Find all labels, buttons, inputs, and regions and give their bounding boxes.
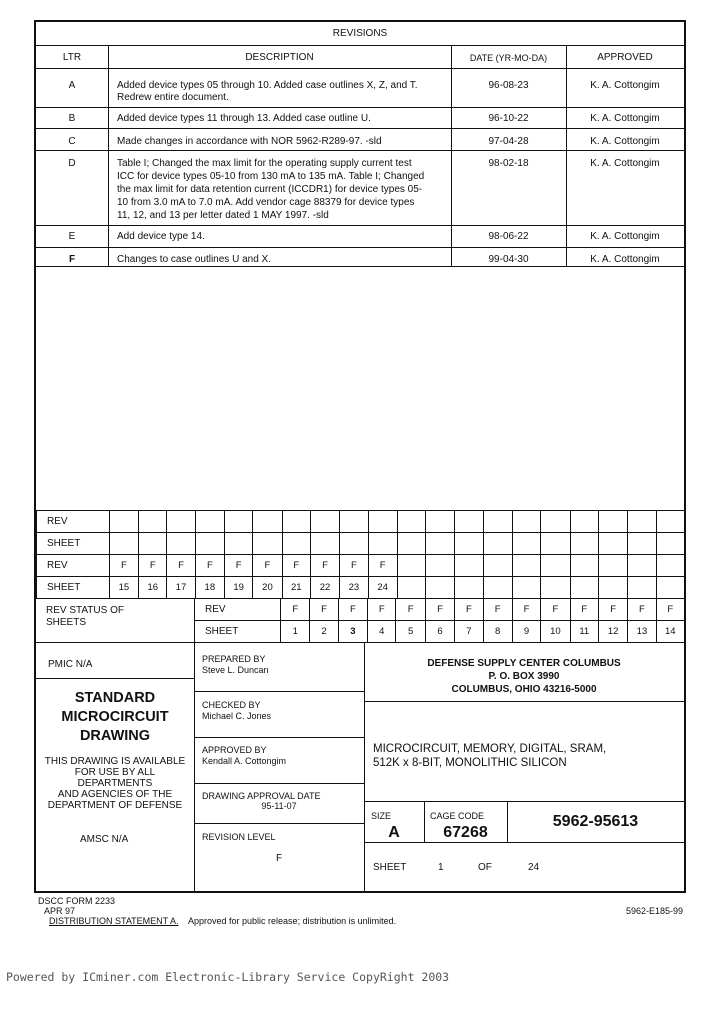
revision-ltr: C: [68, 136, 76, 147]
revision-description: Changes to case outlines U and X.: [117, 254, 271, 265]
rev-cell: F: [628, 599, 656, 621]
approved-by: Kendall A. Cottongim: [202, 756, 287, 766]
sheet-cell: 7: [455, 621, 483, 643]
revision-date: 99-04-30: [488, 254, 529, 265]
sheet-cell: 1: [281, 621, 310, 643]
header-ltr: LTR: [62, 52, 82, 63]
sheet-status-upper: [36, 510, 685, 599]
rev-cell: F: [368, 599, 396, 621]
revision-approved: K. A. Cottongim: [590, 231, 660, 242]
sheet-cell: 22: [310, 577, 339, 599]
cage-value: 67268: [443, 824, 488, 841]
rev-row-1: [37, 511, 685, 533]
sheet-row-3: [195, 621, 685, 643]
revision-ltr: A: [68, 80, 76, 91]
approved-label: APPROVED BY: [202, 745, 267, 755]
of-label: OF: [478, 862, 492, 873]
sheet-cell: 11: [570, 621, 598, 643]
sheet-cell: 20: [253, 577, 282, 599]
rev-label: REV: [195, 599, 281, 621]
rev-cell: F: [310, 555, 339, 577]
amsc-label: AMSC N/A: [80, 834, 129, 845]
size-label: SIZE: [371, 811, 392, 821]
revision-date: 96-10-22: [488, 113, 529, 124]
rev-cell: F: [167, 555, 195, 577]
revision-ltr: F: [68, 254, 76, 265]
header-description: DESCRIPTION: [245, 52, 314, 63]
of-value: 24: [528, 862, 540, 873]
drawing-number: 5962-95613: [552, 813, 639, 830]
revision-description-line: 11, 12, and 13 per letter dated 1 MAY 1997. -sld: [117, 210, 329, 221]
availability-line: THIS DRAWING IS AVAILABLE: [44, 756, 186, 767]
footer-watermark: Powered by ICminer.com Electronic-Library Service CopyRight 2003: [6, 970, 450, 984]
revision-description: Added device types 11 through 13. Added case outline U.: [117, 113, 371, 124]
availability-line: DEPARTMENT OF DEFENSE: [47, 800, 183, 811]
rev-cell: F: [338, 599, 367, 621]
microcircuit-title: MICROCIRCUIT: [61, 709, 169, 725]
sheet-cell: 18: [195, 577, 224, 599]
doc-code: 5962-E185-99: [626, 906, 684, 916]
sheet-cell: 3: [338, 621, 367, 643]
drawing-title: DRAWING: [79, 728, 151, 744]
revision-level-label: REVISION LEVEL: [202, 832, 276, 842]
revision-description-line: 10 from 3.0 mA to 7.0 mA. Add vendor cage 88379 for device types: [117, 197, 415, 208]
pmic-label: PMIC N/A: [48, 659, 93, 670]
revisions-title: REVISIONS: [332, 28, 388, 39]
rev-cell: F: [598, 599, 627, 621]
checked-by: Michael C. Jones: [202, 711, 272, 721]
sheet-cell: 4: [368, 621, 396, 643]
sheet-label: SHEET: [37, 577, 110, 599]
device-title-line: 512K x 8-BIT, MONOLITHIC SILICON: [373, 757, 567, 769]
approval-date-label: DRAWING APPROVAL DATE: [202, 791, 321, 801]
rev-row-2: [37, 555, 685, 577]
rev-label: REV: [37, 511, 110, 533]
rev-cell: F: [512, 599, 540, 621]
distribution-text: Approved for public release; distribution is unlimited.: [188, 916, 397, 926]
sheet-cell: 13: [628, 621, 656, 643]
agency-line: COLUMBUS, OHIO 43216-5000: [451, 684, 597, 695]
sheet-cell: 17: [167, 577, 195, 599]
rev-cell: F: [225, 555, 253, 577]
rev-cell: F: [253, 555, 282, 577]
rev-status-label: REV STATUS OF SHEETS: [46, 605, 124, 628]
device-title-line: MICROCIRCUIT, MEMORY, DIGITAL, SRAM,: [373, 743, 607, 755]
revision-description-line: ICC for device types 05-10 from 130 mA to 135 mA. Table I; Changed: [117, 171, 425, 182]
rev-cell: F: [109, 555, 138, 577]
sheet-cell: 2: [310, 621, 338, 643]
header-approved: APPROVED: [597, 52, 653, 63]
rev-cell: F: [281, 599, 310, 621]
sheet-label: SHEET: [195, 621, 281, 643]
sheet-cell: 19: [225, 577, 253, 599]
size-value: A: [388, 824, 400, 841]
rev-cell: F: [368, 555, 397, 577]
revision-ltr: B: [68, 113, 76, 124]
header-date: DATE (YR-MO-DA): [469, 53, 548, 63]
sheet-cell: 5: [396, 621, 425, 643]
revision-approved: K. A. Cottongim: [590, 113, 660, 124]
sheet-cell: 24: [368, 577, 397, 599]
revision-approved: K. A. Cottongim: [590, 136, 660, 147]
rev-cell: F: [656, 599, 684, 621]
rev-cell: F: [455, 599, 483, 621]
agency-line: P. O. BOX 3990: [488, 671, 560, 682]
revision-level: F: [275, 853, 283, 864]
distribution-label: DISTRIBUTION STATEMENT A.: [49, 916, 179, 926]
revision-approved: K. A. Cottongim: [590, 158, 660, 169]
availability-line: AND AGENCIES OF THE: [57, 789, 173, 800]
sheet-row-1: [37, 533, 685, 555]
revision-description: Added device types 05 through 10. Added case outlines X, Z, and T. Redrew entire document.: [117, 80, 418, 103]
prepared-by: Steve L. Duncan: [202, 665, 269, 675]
sheet-label: SHEET: [37, 533, 110, 555]
rev-cell: F: [570, 599, 598, 621]
sheet-cell: 16: [139, 577, 167, 599]
sheet-label: SHEET: [373, 862, 407, 873]
sheet-cell: 14: [656, 621, 684, 643]
agency-line: DEFENSE SUPPLY CENTER COLUMBUS: [427, 658, 621, 669]
prepared-label: PREPARED BY: [202, 654, 266, 664]
sheet-row-2: [37, 577, 685, 599]
availability-line: FOR USE BY ALL: [74, 767, 156, 778]
cage-label: CAGE CODE: [430, 811, 485, 821]
rev-cell: F: [541, 599, 570, 621]
rev-cell: F: [396, 599, 425, 621]
rev-cell: F: [139, 555, 167, 577]
rev-cell: F: [310, 599, 338, 621]
rev-cell: F: [483, 599, 512, 621]
sheet-cell: 15: [109, 577, 138, 599]
rev-cell: F: [340, 555, 368, 577]
rev-cell: F: [282, 555, 310, 577]
rev-label: REV: [37, 555, 110, 577]
revision-approved: K. A. Cottongim: [590, 254, 660, 265]
revision-date: 98-02-18: [488, 158, 529, 169]
revision-date: 97-04-28: [488, 136, 529, 147]
sheet-cell: 8: [483, 621, 512, 643]
rev-cell: F: [195, 555, 224, 577]
sheet-cell: 21: [282, 577, 310, 599]
revision-description: Made changes in accordance with NOR 5962-R289-97. -sld: [117, 136, 382, 147]
revision-approved: K. A. Cottongim: [590, 80, 660, 91]
form-line: APR 97: [44, 906, 76, 916]
revision-description: Add device type 14.: [117, 231, 205, 242]
rev-cell: F: [425, 599, 454, 621]
sheet-cell: 6: [425, 621, 454, 643]
revision-date: 96-08-23: [488, 80, 529, 91]
revision-description-line: Table I; Changed the max limit for the operating supply current test: [117, 158, 412, 169]
revision-date: 98-06-22: [488, 231, 529, 242]
availability-line: DEPARTMENTS: [77, 778, 153, 789]
revision-ltr: E: [68, 231, 76, 242]
rev-row-3: [195, 599, 685, 621]
form-line: DSCC FORM 2233: [38, 896, 116, 906]
sheet-value: 1: [438, 862, 444, 873]
revision-description-line: the max limit for data retention current (ICCDR1) for device types 05-: [117, 184, 423, 195]
sheet-cell: 9: [512, 621, 540, 643]
approval-date: 95-11-07: [261, 801, 297, 811]
sheet-cell: 12: [598, 621, 627, 643]
revision-ltr: D: [68, 158, 76, 169]
sheet-status-lower: [194, 598, 685, 643]
sheet-cell: 23: [340, 577, 368, 599]
sheet-cell: 10: [541, 621, 570, 643]
standard-title: STANDARD: [74, 690, 156, 706]
checked-label: CHECKED BY: [202, 700, 261, 710]
